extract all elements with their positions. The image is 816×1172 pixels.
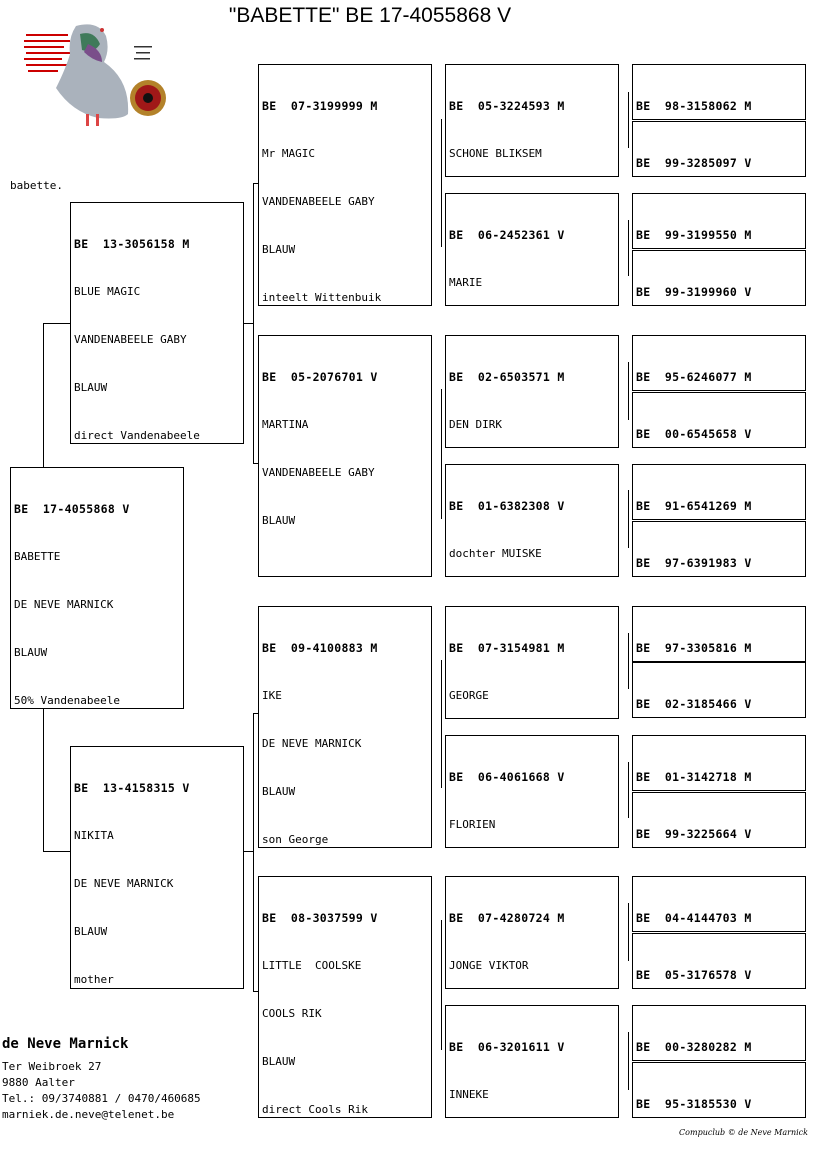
info-line: BLAUW xyxy=(262,1055,296,1068)
info-line: dochter MUISKE xyxy=(449,547,542,560)
info-line: IKE xyxy=(262,689,282,702)
ring-number: BE 99-3225664 V xyxy=(636,827,752,841)
ring-number: BE 95-3185530 V xyxy=(636,1097,752,1111)
connector-line xyxy=(43,323,44,469)
info-line: 50% Vandenabeele xyxy=(14,694,120,707)
ancestor-box[interactable] xyxy=(445,1005,619,1118)
connector-line xyxy=(628,362,629,420)
connector-line xyxy=(628,220,629,276)
ancestor-box[interactable] xyxy=(632,250,806,306)
ring-number: BE 07-4280724 M xyxy=(449,911,565,925)
connector-line xyxy=(628,490,629,548)
info-line: DE NEVE MARNICK xyxy=(14,598,114,611)
ring-number: BE 07-3154981 M xyxy=(449,641,565,655)
ring-number: BE 00-6545658 V xyxy=(636,427,752,441)
ancestor-box[interactable] xyxy=(632,876,806,932)
note-text: babette. xyxy=(10,179,63,192)
ring-number: BE 02-6503571 M xyxy=(449,370,565,384)
ring-number: BE 13-3056158 M xyxy=(74,237,190,251)
connector-line xyxy=(441,119,442,247)
grandparent-box[interactable] xyxy=(258,64,432,306)
connector-line xyxy=(43,709,44,851)
ancestor-box[interactable] xyxy=(632,1005,806,1061)
connector-line xyxy=(441,920,442,1050)
info-line: son George xyxy=(262,833,329,846)
ancestor-box[interactable] xyxy=(632,392,806,448)
connector-line xyxy=(253,713,254,991)
info-line: inteelt Wittenbuik xyxy=(262,291,382,304)
ring-number: BE 98-3158062 M xyxy=(636,99,752,113)
ancestor-box[interactable] xyxy=(632,606,806,662)
connector-line xyxy=(253,183,254,463)
info-line: mother xyxy=(74,973,114,986)
connector-line xyxy=(243,851,253,852)
info-line: NIKITA xyxy=(74,829,114,842)
info-line: DE NEVE MARNICK xyxy=(262,737,362,750)
connector-line xyxy=(43,851,71,852)
ancestor-box[interactable] xyxy=(632,735,806,791)
ancestor-box[interactable] xyxy=(632,521,806,577)
ring-number: BE 06-3201611 V xyxy=(449,1040,565,1054)
info-line: DE NEVE MARNICK xyxy=(74,877,174,890)
ancestor-box[interactable] xyxy=(632,64,806,120)
owner-phone[interactable]: Tel.: 09/3740881 / 0470/460685 xyxy=(2,1092,201,1105)
owner-email[interactable]: marniek.de.neve@telenet.be xyxy=(2,1108,175,1121)
ring-number: BE 00-3280282 M xyxy=(636,1040,752,1054)
dam-box[interactable] xyxy=(70,746,244,989)
info-line: DEN DIRK xyxy=(449,418,502,431)
ancestor-box[interactable] xyxy=(632,335,806,391)
ring-number: BE 07-3199999 M xyxy=(262,99,378,113)
ring-number: BE 05-2076701 V xyxy=(262,370,378,384)
info-line: BLAUW xyxy=(74,381,108,394)
info-line: Mr MAGIC xyxy=(262,147,315,160)
ring-number: BE 04-4144703 M xyxy=(636,911,752,925)
owner-name: de Neve Marnick xyxy=(2,1036,129,1052)
info-line: JONGE VIKTOR xyxy=(449,959,529,972)
ancestor-box[interactable] xyxy=(445,193,619,306)
info-line: FLORIEN xyxy=(449,818,496,831)
info-line: BLAUW xyxy=(262,514,296,527)
ring-number: BE 97-6391983 V xyxy=(636,556,752,570)
ring-number: BE 17-4055868 V xyxy=(14,502,130,516)
ancestor-box[interactable] xyxy=(632,121,806,177)
grandparent-box[interactable] xyxy=(258,606,432,848)
info-line: BLUE MAGIC xyxy=(74,285,141,298)
info-line: BLAUW xyxy=(14,646,48,659)
ring-number: BE 95-6246077 M xyxy=(636,370,752,384)
ring-number: BE 01-3142718 M xyxy=(636,770,752,784)
ring-number: BE 99-3285097 V xyxy=(636,156,752,170)
page-title: "BABETTE" BE 17-4055868 V xyxy=(228,4,512,27)
connector-line xyxy=(628,92,629,148)
pigeon-logo xyxy=(18,14,168,134)
credit-text: Compuclub © de Neve Marnick xyxy=(679,1128,808,1137)
info-line: VANDENABEELE GABY xyxy=(262,466,375,479)
ancestor-box[interactable] xyxy=(445,64,619,177)
ancestor-box[interactable] xyxy=(632,464,806,520)
info-line: GEORGE xyxy=(449,689,489,702)
info-line: MARIE xyxy=(449,276,483,289)
ancestor-box[interactable] xyxy=(445,464,619,577)
info-line: BLAUW xyxy=(262,243,296,256)
ring-number: BE 06-4061668 V xyxy=(449,770,565,784)
ancestor-box[interactable] xyxy=(632,193,806,249)
ring-number: BE 91-6541269 M xyxy=(636,499,752,513)
ancestor-box[interactable] xyxy=(445,606,619,719)
ring-number: BE 97-3305816 M xyxy=(636,641,752,655)
ancestor-box[interactable] xyxy=(632,792,806,848)
connector-line xyxy=(243,323,253,324)
ring-number: BE 02-3185466 V xyxy=(636,697,752,711)
grandparent-box[interactable] xyxy=(258,335,432,577)
connector-line xyxy=(441,660,442,788)
ancestor-box[interactable] xyxy=(632,1062,806,1118)
info-line: LITTLE COOLSKE xyxy=(262,959,362,972)
ring-number: BE 05-3224593 M xyxy=(449,99,565,113)
grandparent-box[interactable] xyxy=(258,876,432,1118)
sire-box[interactable] xyxy=(70,202,244,444)
ancestor-box[interactable] xyxy=(445,876,619,989)
info-line: BABETTE xyxy=(14,550,61,563)
ring-number: BE 06-2452361 V xyxy=(449,228,565,242)
info-line: BLAUW xyxy=(74,925,108,938)
info-line: MARTINA xyxy=(262,418,309,431)
connector-line xyxy=(628,1032,629,1090)
ancestor-box[interactable] xyxy=(445,735,619,848)
owner-city: 9880 Aalter xyxy=(2,1076,75,1089)
info-line: INNEKE xyxy=(449,1088,489,1101)
ring-number: BE 05-3176578 V xyxy=(636,968,752,982)
ring-number: BE 08-3037599 V xyxy=(262,911,378,925)
owner-street: Ter Weibroek 27 xyxy=(2,1060,102,1073)
subject-box[interactable] xyxy=(10,467,184,709)
ancestor-box[interactable] xyxy=(445,335,619,448)
info-line: COOLS RIK xyxy=(262,1007,322,1020)
info-line: VANDENABEELE GABY xyxy=(262,195,375,208)
connector-line xyxy=(628,633,629,689)
ancestor-box[interactable] xyxy=(632,933,806,989)
info-line: direct Vandenabeele xyxy=(74,429,200,442)
connector-line xyxy=(628,762,629,818)
info-line: BLAUW xyxy=(262,785,296,798)
ring-number: BE 99-3199960 V xyxy=(636,285,752,299)
connector-line xyxy=(43,323,71,324)
info-line: SCHONE BLIKSEM xyxy=(449,147,542,160)
ring-number: BE 99-3199550 M xyxy=(636,228,752,242)
info-line: direct Cools Rik xyxy=(262,1103,368,1116)
ring-number: BE 09-4100883 M xyxy=(262,641,378,655)
ring-number: BE 13-4158315 V xyxy=(74,781,190,795)
ancestor-box[interactable] xyxy=(632,662,806,718)
info-line: VANDENABEELE GABY xyxy=(74,333,187,346)
connector-line xyxy=(441,389,442,519)
ring-number: BE 01-6382308 V xyxy=(449,499,565,513)
connector-line xyxy=(628,903,629,961)
